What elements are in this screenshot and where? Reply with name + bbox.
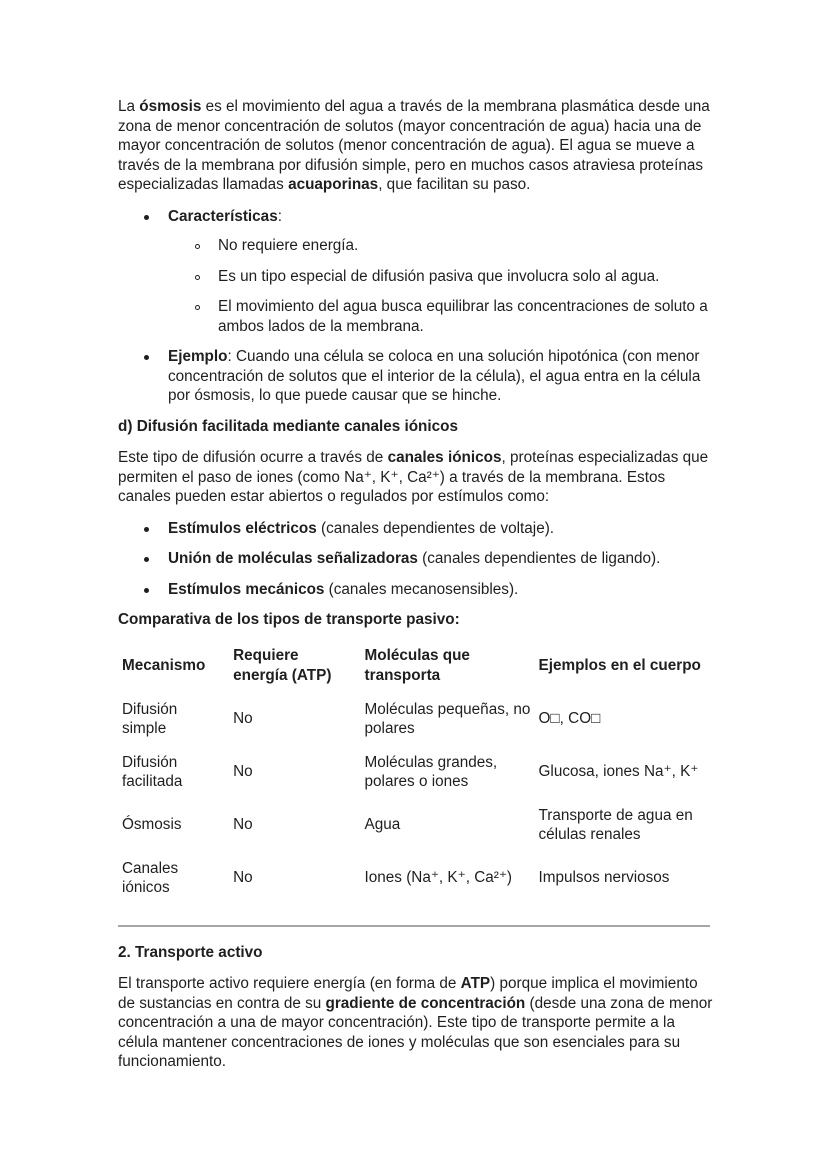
item-term: Estímulos mecánicos bbox=[168, 580, 325, 598]
text: (canales mecanosensibles). bbox=[324, 580, 519, 598]
term-canales-ionicos: canales iónicos bbox=[387, 449, 502, 466]
table-cell: Glucosa, iones Na⁺, K⁺ bbox=[538, 763, 699, 781]
stimuli-list bbox=[118, 519, 718, 600]
table-cell: Difusión simple bbox=[122, 700, 178, 737]
item-term: Estímulos eléctricos bbox=[168, 519, 317, 537]
table-cell: Moléculas pequeñas, no polares bbox=[364, 700, 531, 737]
text: (desde una zona de menor concentración a una de mayor concentración). Este tipo de transporte permite a la célula mantener concentraciones de iones y moléculas que son esenciales para su funcionamiento. bbox=[118, 994, 713, 1070]
list-item-ejemplo bbox=[118, 347, 718, 406]
text: La bbox=[118, 98, 140, 115]
column-header: Requiere energía (ATP) bbox=[233, 647, 332, 684]
table-cell: Transporte de agua en células renales bbox=[538, 806, 693, 843]
section-2-heading: 2. Transporte activo bbox=[118, 943, 263, 961]
list-item bbox=[118, 519, 718, 539]
column-header: Moléculas que transporta bbox=[364, 647, 470, 684]
section-d-paragraph bbox=[118, 448, 718, 507]
text: : Cuando una célula se coloca en una solución hipotónica (con menor concentración de solutos que el interior de la célula), el agua entra en la célula por ósmosis, lo que puede causar que se hinche. bbox=[168, 348, 701, 404]
term-atp: ATP bbox=[460, 975, 491, 992]
table-cell: Impulsos nerviosos bbox=[538, 869, 670, 887]
sub-list-item: El movimiento del agua busca equilibrar las concentraciones de soluto a ambos lados de la membrana. bbox=[168, 297, 718, 336]
table-cell: O□, CO□ bbox=[538, 710, 601, 728]
text: El transporte activo requiere energía (en forma de bbox=[118, 975, 461, 992]
document-page bbox=[118, 97, 718, 1084]
comparison-heading: Comparativa de los tipos de transporte pasivo: bbox=[118, 611, 460, 628]
list-item-caracteristicas bbox=[118, 207, 718, 337]
text: ) porque implica el movimiento de sustancias en contra de su bbox=[118, 975, 698, 1012]
text: : bbox=[277, 207, 282, 225]
horizontal-divider bbox=[118, 925, 710, 927]
caracteristicas-sublist bbox=[168, 236, 718, 336]
table-cell: No bbox=[233, 710, 253, 728]
term-osmosis: ósmosis bbox=[139, 98, 202, 115]
term-acuaporinas: acuaporinas bbox=[288, 176, 379, 193]
osmosis-paragraph bbox=[118, 97, 718, 195]
list-item bbox=[118, 580, 718, 600]
table-row bbox=[118, 746, 718, 799]
table-row bbox=[118, 799, 718, 852]
caracteristicas-label: Características bbox=[168, 207, 278, 225]
section-d-heading: d) Difusión facilitada mediante canales iónicos bbox=[118, 417, 459, 435]
table-row bbox=[118, 852, 718, 905]
text: es el movimiento del agua a través de la membrana plasmática desde una zona de menor concentración de solutos (mayor concentración de agua) hacia una de mayor concentración de solutos (menor concentración de agua). El agua se mueve a través de la membrana por difusión simple, pero en muchos casos atraviesa proteínas especializadas llamadas bbox=[118, 98, 710, 193]
table-cell: Canales iónicos bbox=[122, 859, 179, 896]
text: , que facilitan su paso. bbox=[378, 176, 531, 193]
osmosis-list bbox=[118, 207, 718, 406]
comparison-table bbox=[118, 639, 718, 905]
table-cell: Moléculas grandes, polares o iones bbox=[364, 753, 498, 790]
table-cell: Ósmosis bbox=[122, 816, 182, 834]
sub-list-item: Es un tipo especial de difusión pasiva que involucra solo al agua. bbox=[168, 267, 718, 287]
sub-list-item: No requiere energía. bbox=[168, 236, 718, 256]
table-header-row bbox=[118, 639, 718, 693]
table-cell: No bbox=[233, 763, 253, 781]
text: (canales dependientes de voltaje). bbox=[316, 519, 555, 537]
column-header: Mecanismo bbox=[122, 656, 206, 674]
list-item bbox=[118, 549, 718, 569]
column-header: Ejemplos en el cuerpo bbox=[538, 656, 701, 674]
ejemplo-label: Ejemplo bbox=[168, 348, 228, 365]
text: Este tipo de difusión ocurre a través de bbox=[118, 449, 388, 466]
item-term: Unión de moléculas señalizadoras bbox=[168, 550, 418, 567]
table-cell: No bbox=[233, 816, 253, 834]
table-cell: No bbox=[233, 869, 253, 887]
section-2-paragraph bbox=[118, 974, 718, 1072]
text: , proteínas especializadas que permiten el paso de iones (como Na⁺, K⁺, Ca²⁺) a través de la membrana. Estos canales pueden estar abiertos o regulados por estímulos como: bbox=[118, 449, 709, 505]
table-cell: Agua bbox=[364, 816, 401, 834]
table-cell: Iones (Na⁺, K⁺, Ca²⁺) bbox=[364, 869, 513, 887]
table-cell: Difusión facilitada bbox=[122, 753, 183, 790]
table-row bbox=[118, 693, 718, 746]
term-gradiente: gradiente de concentración bbox=[325, 994, 526, 1012]
text: (canales dependientes de ligando). bbox=[417, 550, 661, 567]
